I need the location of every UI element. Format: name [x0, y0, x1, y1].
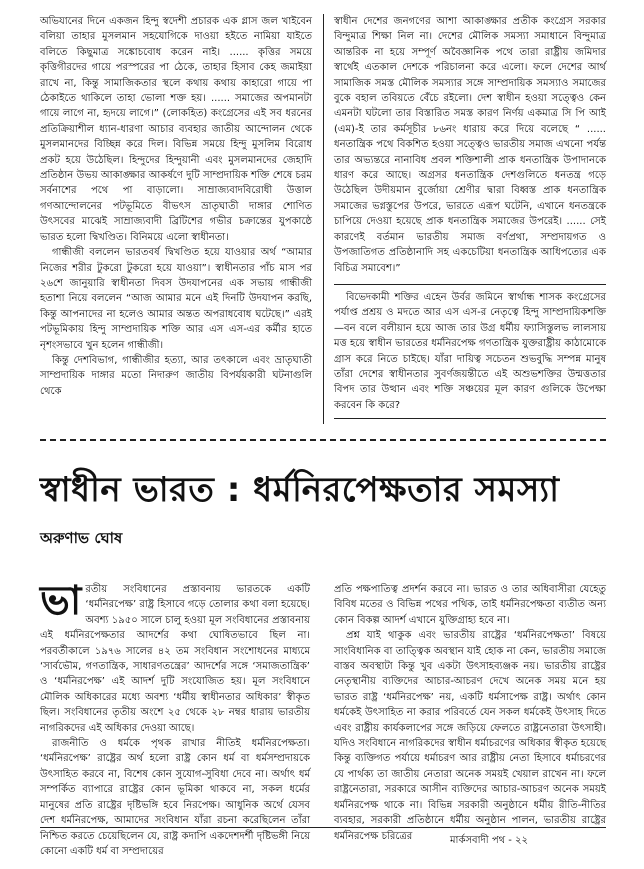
pull-quote: বিভেদকামী শক্তির এহেন উর্বর জমিনে স্বার্থান্ধ শাসক কংগ্রেসের পর্যাপ্ত প্রশ্রয় ও মদতে আর এস এস-র নেতৃত্বে হিন্দু সাম্প্রদায়িকশক্তি—বন বলে বলীয়ান হয়ে আজ তার উগ্র ধর্মীয় ফ্যাসিস্তুলভ লালসায় মত্ত হয়ে স্বাধীন ভারতের ধর্মনিরপেক্ষ গণতান্ত্রিক যুক্তরাষ্ট্রীয় কাঠামোকে গ্রাস করে নিতে চাইছে। যাঁরা দায়িত্ব সচেতন শুভবুদ্ধি সম্পন্ন মানুষ তাঁরা দেশের স্বাধীনতার সুবর্ণজয়ন্তীতে এই অশুভশক্তির উন্মত্ততার বিপদ তার উত্থান এবং শক্তি সঞ্চয়ের মূল কারণ গুলিকে উপেক্ষা করবেন কি করে? — [334, 291, 606, 411]
section-separator — [40, 439, 606, 441]
column-top-left — [40, 14, 312, 399]
column-bottom-left — [40, 578, 310, 859]
paragraph: অভিযানের দিনে একজন হিন্দু স্বদেশী প্রচারক এক গ্লাস জল খাইবেন বলিয়া তাহার মুসলমান সহযোগিকে দাওয়া হইতে নামিয়া যাইতে বলিতে কিছুমাত্র সঙ্কোচবোধ করেন নাই। ...... কৃত্তির সময়ে কৃত্তিগীরদের গায়ে পরস্পরের পা ঠেকে, তাহার হিসাব কেহ জমাইয়া রাখে না, কিন্তু সামাজিকতার স্থলে কথায় কথায় কাহারো গায়ে পা ঠেকাইতে থাকিলে তাহা ভোলা শক্ত হয়। ...... সমাজের অপমানটা গায়ে লাগে না, হৃদয়ে লাগে।” (লোকহিত) কংগ্রেসের এই সব ধরনের প্রতিক্রিয়াশীল ধ্যান-ধারণা আচার ব্যবহার জাতীয় আন্দোলন থেকে মুসলমানদের বিচ্ছিন্ন করে দিল। বিভিন্ন সময়ে হিন্দু মুসলিম বিরোধ প্রকট হয়ে উঠেছিল। হিন্দুদের হিন্দুয়ানী এবং মুসলমানদের জেহাদি প্রতিষ্ঠান উভয় আকাঙ্ক্ষার আকর্ষণে দুটি সাম্প্রদায়িক শক্তি শেষে চরম সর্বনাশের পথে পা বাড়ালো। সাম্রাজ্যবাদবিরোধী উত্তাল গণআন্দোলনের পটভূমিতে বীভৎস ভ্রাতৃঘাতী দাঙ্গার শোণিত উৎসবের মাঝেই সাম্রাজ্যবাদী ব্রিটিশের গভীর চক্রান্তের যুপকাষ্ঠে ভারত হলো দ্বিখণ্ডিত। বিনিময়ে এলো স্বাধীনতা। — [40, 16, 312, 243]
column-divider — [323, 14, 324, 424]
paragraph-intro-text: রতীয় সংবিধানের প্রস্তাবনায় ভারতকে একটি ‘ধর্মনিরপেক্ষ’ রাষ্ট্র হিসাবে গড়ে তোলার কথা বলা হয়েছে। অবশ্য ১৯৫০ সালে চালু হওয়া মূল সংবিধানের প্রস্তাবনায় এই ধর্মনিরপেক্ষতার আদর্শের কথা ঘোষিতভাবে ছিল না। পরবর্তীকালে ১৯৭৬ সালের ৪২ তম সংবিধান সংশোধনের মাধ্যমে ‘সার্বভৌম, গণতান্ত্রিক, সাধারণতন্ত্রের’ আদর্শের সঙ্গে ‘সমাজতান্ত্রিক’ ও ‘ধর্মনিরপেক্ষ’ এই আদর্শ দুটি সংযোজিত হয়। মূল সংবিধানে মৌলিক অধিকারের মধ্যে অবশ্য ‘ধর্মীয় স্বাধীনতার অধিকার’ স্বীকৃত ছিল। সংবিধানের তৃতীয় অংশে ২৫ থেকে ২৮ নম্বর ধারায় ভারতীয় নাগরিকদের এই অধিকার দেওয়া আছে। — [40, 584, 310, 734]
drop-cap: ভা — [40, 578, 82, 624]
paragraph: স্বাধীন দেশের জনগণের আশা আকাঙ্ক্ষার প্রতীক কংগ্রেস সরকার বিন্দুমাত্র শিক্ষা নিল না। দেশের মৌলিক সমস্যা সমাধানে বিন্দুমাত্র আন্তরিক না হয়ে সম্পূর্ণ অবৈজ্ঞানিক পথে তারা রাষ্ট্রীয় জমিদার স্বার্থেই এতকাল দেশকে পরিচালনা করে এলো। ফলে দেশের আর্থ সামাজিক সমস্ত মৌলিক সমস্যার সঙ্গে সাম্প্রদায়িক সমস্যাও সমাজের বুকে বহাল তবিয়তে বেঁচে রইলো। দেশ স্বাধীন হওয়া সত্ত্বেও কেন এমনটা ঘটলো তার বিস্তারিত সমস্ত কারণ নির্ণয় একমাত্র সি পি আই (এম)-ই তার কর্মসূচীর ৮৬নং ধারায় করে দিয়ে বলেছে “ ...... ধনতান্ত্রিক পথে বিকশিত হওয়া সত্ত্বেও ভারতীয় সমাজ এখনো পর্যন্ত তার অভ্যন্তরে নানাবিধ প্রবল শক্তিশালী প্রাক ধনতান্ত্রিক উপাদানকে ধারণ করে আছে। অগ্রসর ধনতান্ত্রিক দেশগুলিতে ধনতন্ত্র গড়ে উঠেছিল উদীয়মান বুর্জোয়া শ্রেণীর দ্বারা বিধ্বস্ত প্রাক ধনতান্ত্রিক সমাজের ভগ্নস্তুপের উপরে, ভারতে এরূপ ঘটেনি, এখানে ধনতন্ত্রকে চাপিয়ে দেওয়া হয়েছে প্রাক ধনতান্ত্রিক সমাজের উপরেই। ...... সেই কারণেই বর্তমান ভারতীয় সমাজ বর্ণপ্রথা, সম্প্রদায়গত ও উপজাতিগত প্রতিষ্ঠানাদি সহ একচেটিয়া ধনতান্ত্রিক আধিপত্যের এক বিচিত্র সমাবেশ।” — [334, 16, 606, 274]
pull-quote-box — [334, 284, 606, 419]
paragraph: প্রতি পক্ষপাতিত্ব প্রদর্শন করবে না। ভারত ও তার অধিবাসীরা যেহেতু বিবিধ মতের ও বিভিন্ন পথের পথিক, তাই ধর্মনিরপেক্ষতা ব্যতীত অন্য কোন বিকল্প আদর্শ এখানে যুক্তিগ্রাহ্য হবে না। — [334, 584, 606, 626]
paragraph-intro — [40, 578, 310, 736]
paragraph: প্রশ্ন যাই থাকুক এবং ভারতীয় রাষ্ট্রের ‘ধর্মনিরপেক্ষতা’ বিষয়ে সাংবিধানিক বা তাত্ত্বিক অবস্থান যাই হোক না কেন, ভারতীয় সমাজে বাস্তব অবস্থাটা কিন্তু খুব একটা উৎসাহব্যঞ্জক নয়। ভারতীয় রাষ্ট্রের নেতৃস্থানীয় ব্যক্তিদের আচার-আচরণ দেখে অনেক সময় মনে হয় ভারত রাষ্ট্র ‘ধর্মনিরপেক্ষ’ নয়, একটি ধর্মসাপেক্ষ রাষ্ট্র। অর্থাৎ কোন ধর্মকেই উৎসাহিত না করার পরিবর্তে যেন সকল ধর্মকেই উৎসাহ দিতে এবং রাষ্ট্রীয় কার্যকলাপের সঙ্গে জড়িয়ে ফেলতে রাষ্ট্রনেতারা উৎসাহী। যদিও সংবিধানে নাগরিকদের স্বাধীন ধর্মাচরণের অধিকার স্বীকৃত হয়েছে কিন্তু ব্যক্তিগত পর্যায়ে ধর্মাচরণ আর রাষ্ট্রীয় নেতা হিসাবে ধর্মাচরণের যে পার্থক্য তা জাতীয় নেতারা অনেক সময়ই খেয়াল রাখেন না। ফলে রাষ্ট্রনেতারা, সরকারে আসীন ব্যক্তিদের আচার-আচরণ অনেক সময়ই ধর্মনিরপেক্ষ থাকে না। বিভিন্ন সরকারী অনুষ্ঠানে ধর্মীয় রীতি-নীতির ব্যবহার, সরকারী প্রতিষ্ঠানে ধর্মীয় অনুষ্ঠান পালন, ভারতীয় রাষ্ট্রের ধর্মনিরপেক্ষ চরিত্রের — [334, 630, 607, 842]
article-author: অরুণাভ ঘোষ — [40, 529, 123, 547]
paragraph: কিন্তু দেশবিভাগ, গান্ধীজীর হত্যা, আর তৎকালে এবং ভ্রাতৃঘাতী সাম্প্রদায়িক দাঙ্গার মতো নিদারুণ জাতীয় বিপর্যয়কারী ঘটনাগুলি থেকে — [40, 354, 312, 397]
paragraph: রাজনীতি ও ধর্মকে পৃথক রাখার নীতিই ধর্মনিরপেক্ষতা। ‘ধর্মনিরপেক্ষ’ রাষ্ট্রের অর্থ হলো রাষ্ট্র কোন ধর্ম বা ধর্মসম্প্রদায়কে উৎসাহিত করবে না, বিশেষ কোন সুযোগ-সুবিধা দেবে না। অর্থাৎ ধর্ম সম্পর্কিত ব্যাপারে রাষ্ট্রের কোন ভূমিকা থাকবে না, সকল ধর্মের মানুষের প্রতি রাষ্ট্রের দৃষ্টিভঙ্গি হবে নিরপেক্ষ। আধুনিক অর্থে যেসব দেশ ধর্মনিরপেক্ষ, আমাদের সংবিধান যাঁরা রচনা করেছিলেন তাঁরা নিশ্চিত করতে চেয়েছিলেন যে, রাষ্ট্র কদাপি একদেশদর্শী দৃষ্টিভঙ্গী নিয়ে কোনো একটি ধর্ম বা সম্প্রদায়ের — [40, 738, 310, 857]
column-bottom-right — [334, 582, 606, 844]
column-top-right — [334, 14, 606, 419]
page-footer: মার্কসবাদী পথ - ২২ — [450, 835, 529, 846]
footer-rule — [40, 827, 606, 828]
article-title: স্বাধীন ভারত : ধর্মনিরপেক্ষতার সমস্যা — [40, 470, 560, 510]
paragraph: গান্ধীজী বললেন ভারতবর্ষ দ্বিখণ্ডিত হয়ে যাওয়ার অর্থ “আমার নিজের শরীর টুকরো টুকরো হয়ে যাওয়া”। স্বাধীনতার পাঁচ মাস পর ২৬শে জানুয়ারি স্বাধীনতা দিবস উদযাপনের এক সভায় গান্ধীজী হতাশা নিয়ে বললেন “আজ আমার মনে এই দিনটি উদযাপন করছি, কিন্তু আপনাদের না হলেও আমার অন্তত অপরাধবোধ ঘটেছে।” এরই পটভূমিকায় হিন্দু সাম্প্রদায়িক শক্তি আর এস এস-এর কর্মীর হাতে নৃশংসভাবে খুন হলেন গান্ধীজী। — [40, 247, 312, 351]
